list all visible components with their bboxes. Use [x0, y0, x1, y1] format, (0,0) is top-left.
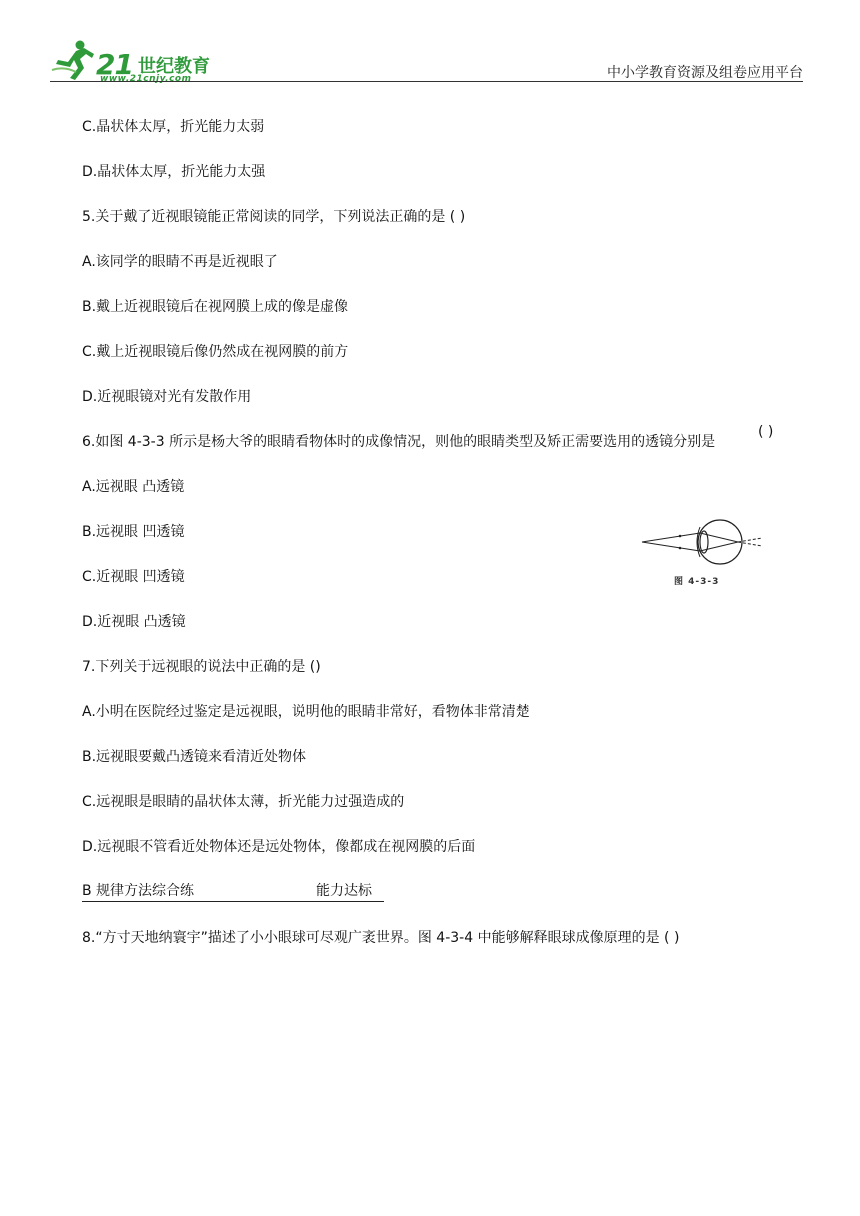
logo-url: www.21cnjy.com [100, 74, 192, 84]
site-logo [50, 38, 220, 82]
header-divider [50, 81, 803, 82]
logo-number: 21 [96, 48, 133, 81]
section-heading-left: B 规律方法综合练 [82, 883, 195, 899]
q7-option-c: C.远视眼是眼睛的晶状体太薄，折光能力过强造成的 [82, 794, 405, 810]
q5-option-a: A.该同学的眼睛不再是近视眼了 [82, 254, 278, 270]
q7-option-a: A.小明在医院经过鉴定是远视眼，说明他的眼睛非常好，看物体非常清楚 [82, 704, 530, 720]
question-6: 6.如图 4-3-3 所示是杨大爷的眼睛看物体时的成像情况，则他的眼睛类型及矫正需要选用的透镜分别是 [82, 434, 716, 450]
eye-ray-diagram [638, 513, 768, 573]
q6-option-d: D.近视眼 凸透镜 [82, 614, 186, 630]
q6-option-a: A.远视眼 凸透镜 [82, 479, 185, 495]
runner-logo-icon [50, 38, 96, 82]
q6-answer-blank: ( ) [758, 424, 774, 440]
q4-option-c: C.晶状体太厚，折光能力太弱 [82, 119, 265, 135]
question-8: 8.“方寸天地纳寰宇”描述了小小眼球可尽观广袤世界。图 4-3-4 中能够解释眼球成像原理的是 ( ) [82, 930, 680, 946]
figure-caption: 图 4-3-3 [674, 577, 720, 587]
logo-chinese-text: 世纪教育 [138, 56, 210, 77]
section-heading-right: 能力达标 [316, 883, 372, 899]
q5-option-b: B.戴上近视眼镜后在视网膜上成的像是虚像 [82, 299, 349, 315]
page-header [0, 0, 860, 90]
q7-option-d: D.远视眼不管看近处物体还是远处物体，像都成在视网膜的后面 [82, 839, 476, 855]
q7-option-b: B.远视眼要戴凸透镜来看清近处物体 [82, 749, 307, 765]
section-underline [82, 901, 384, 902]
question-5: 5.关于戴了近视眼镜能正常阅读的同学，下列说法正确的是 ( ) [82, 209, 466, 225]
platform-title: 中小学教育资源及组卷应用平台 [607, 65, 803, 81]
question-7: 7.下列关于远视眼的说法中正确的是 () [82, 659, 321, 675]
q6-option-b: B.远视眼 凹透镜 [82, 524, 185, 540]
q5-option-d: D.近视眼镜对光有发散作用 [82, 389, 252, 405]
q5-option-c: C.戴上近视眼镜后像仍然成在视网膜的前方 [82, 344, 349, 360]
q4-option-d: D.晶状体太厚，折光能力太强 [82, 164, 266, 180]
q6-option-c: C.近视眼 凹透镜 [82, 569, 185, 585]
eye-diagram-figure [638, 513, 768, 587]
